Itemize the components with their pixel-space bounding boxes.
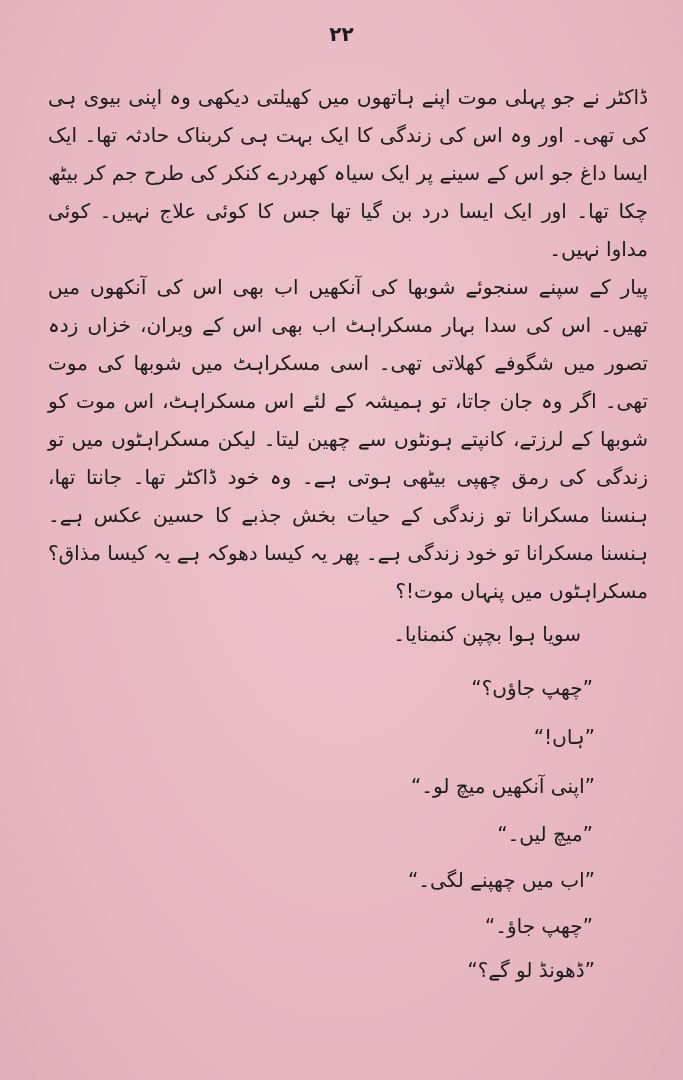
dialogue-line: ”ہاں!“ <box>533 725 595 749</box>
dialogue-line: ”چھپ جاؤں؟“ <box>471 676 593 700</box>
dialogue-line: ”میچ لیں۔“ <box>497 822 593 846</box>
dialogue-line: ”ڈھونڈ لو گے؟“ <box>467 958 595 982</box>
paragraph-2: پیار کے سپنے سنجوئے شوبھا کی آنکھیں اب بھی اس کی آنکھوں میں تھیں۔ اس کی سدا بہار مسکراہٹ اب بھی اس کے ویران، خزاں زدہ تصور میں شگوفے کھلاتی تھی۔ اسی مسکراہٹ میں شوبھا کی موت تھی۔ اگر وہ جان جاتا، تو ہمیشہ کے لئے اس مسکراہٹ، اس موت کو شوبھا کے لرزتے، کانپتے ہونٹوں سے چھین لیتا۔ لیکن مسکراہٹوں میں تو زندگی کی رمق چھپی بیٹھی ہوتی ہے۔ وہ خود ڈاکٹر تھا۔ جانتا تھا، ہنسنا مسکرانا تو زندگی کے حیات بخش جذبے کا حسین عکس ہے۔ ہنسنا مسکرانا تو خود زندگی ہے۔ پھر یہ کیسا دھوکہ ہے یہ کیسا مذاق؟ مسکراہٹوں میں پنہاں موت!؟ <box>48 275 648 603</box>
dialogue-line: سویا ہوا بچپن کنمنایا۔ <box>393 622 581 646</box>
paragraph-1: ڈاکٹر نے جو پہلی موت اپنے ہاتھوں میں کھیلتی دیکھی وہ اپنی بیوی ہی کی تھی۔ اور وہ اس کی زندگی کا ایک بہت ہی کربناک حادثہ تھا۔ ایک ایسا داغ جو اس کے سینے پر ایک سیاہ کھردرے کنکر کی طرح جم کر بیٹھ چکا تھا۔ اور ایک ایسا درد بن گیا تھا جس کا کوئی علاج نہیں۔ کوئی مداوا نہیں۔ <box>48 85 648 261</box>
page-number: ۲۲ <box>329 22 354 46</box>
dialogue-line: ”چھپ جاؤ۔“ <box>484 914 593 938</box>
dialogue-line: ”اپنی آنکھیں میچ لو۔“ <box>410 774 595 798</box>
dialogue-line: ”اب میں چھپنے لگی۔“ <box>407 868 595 892</box>
